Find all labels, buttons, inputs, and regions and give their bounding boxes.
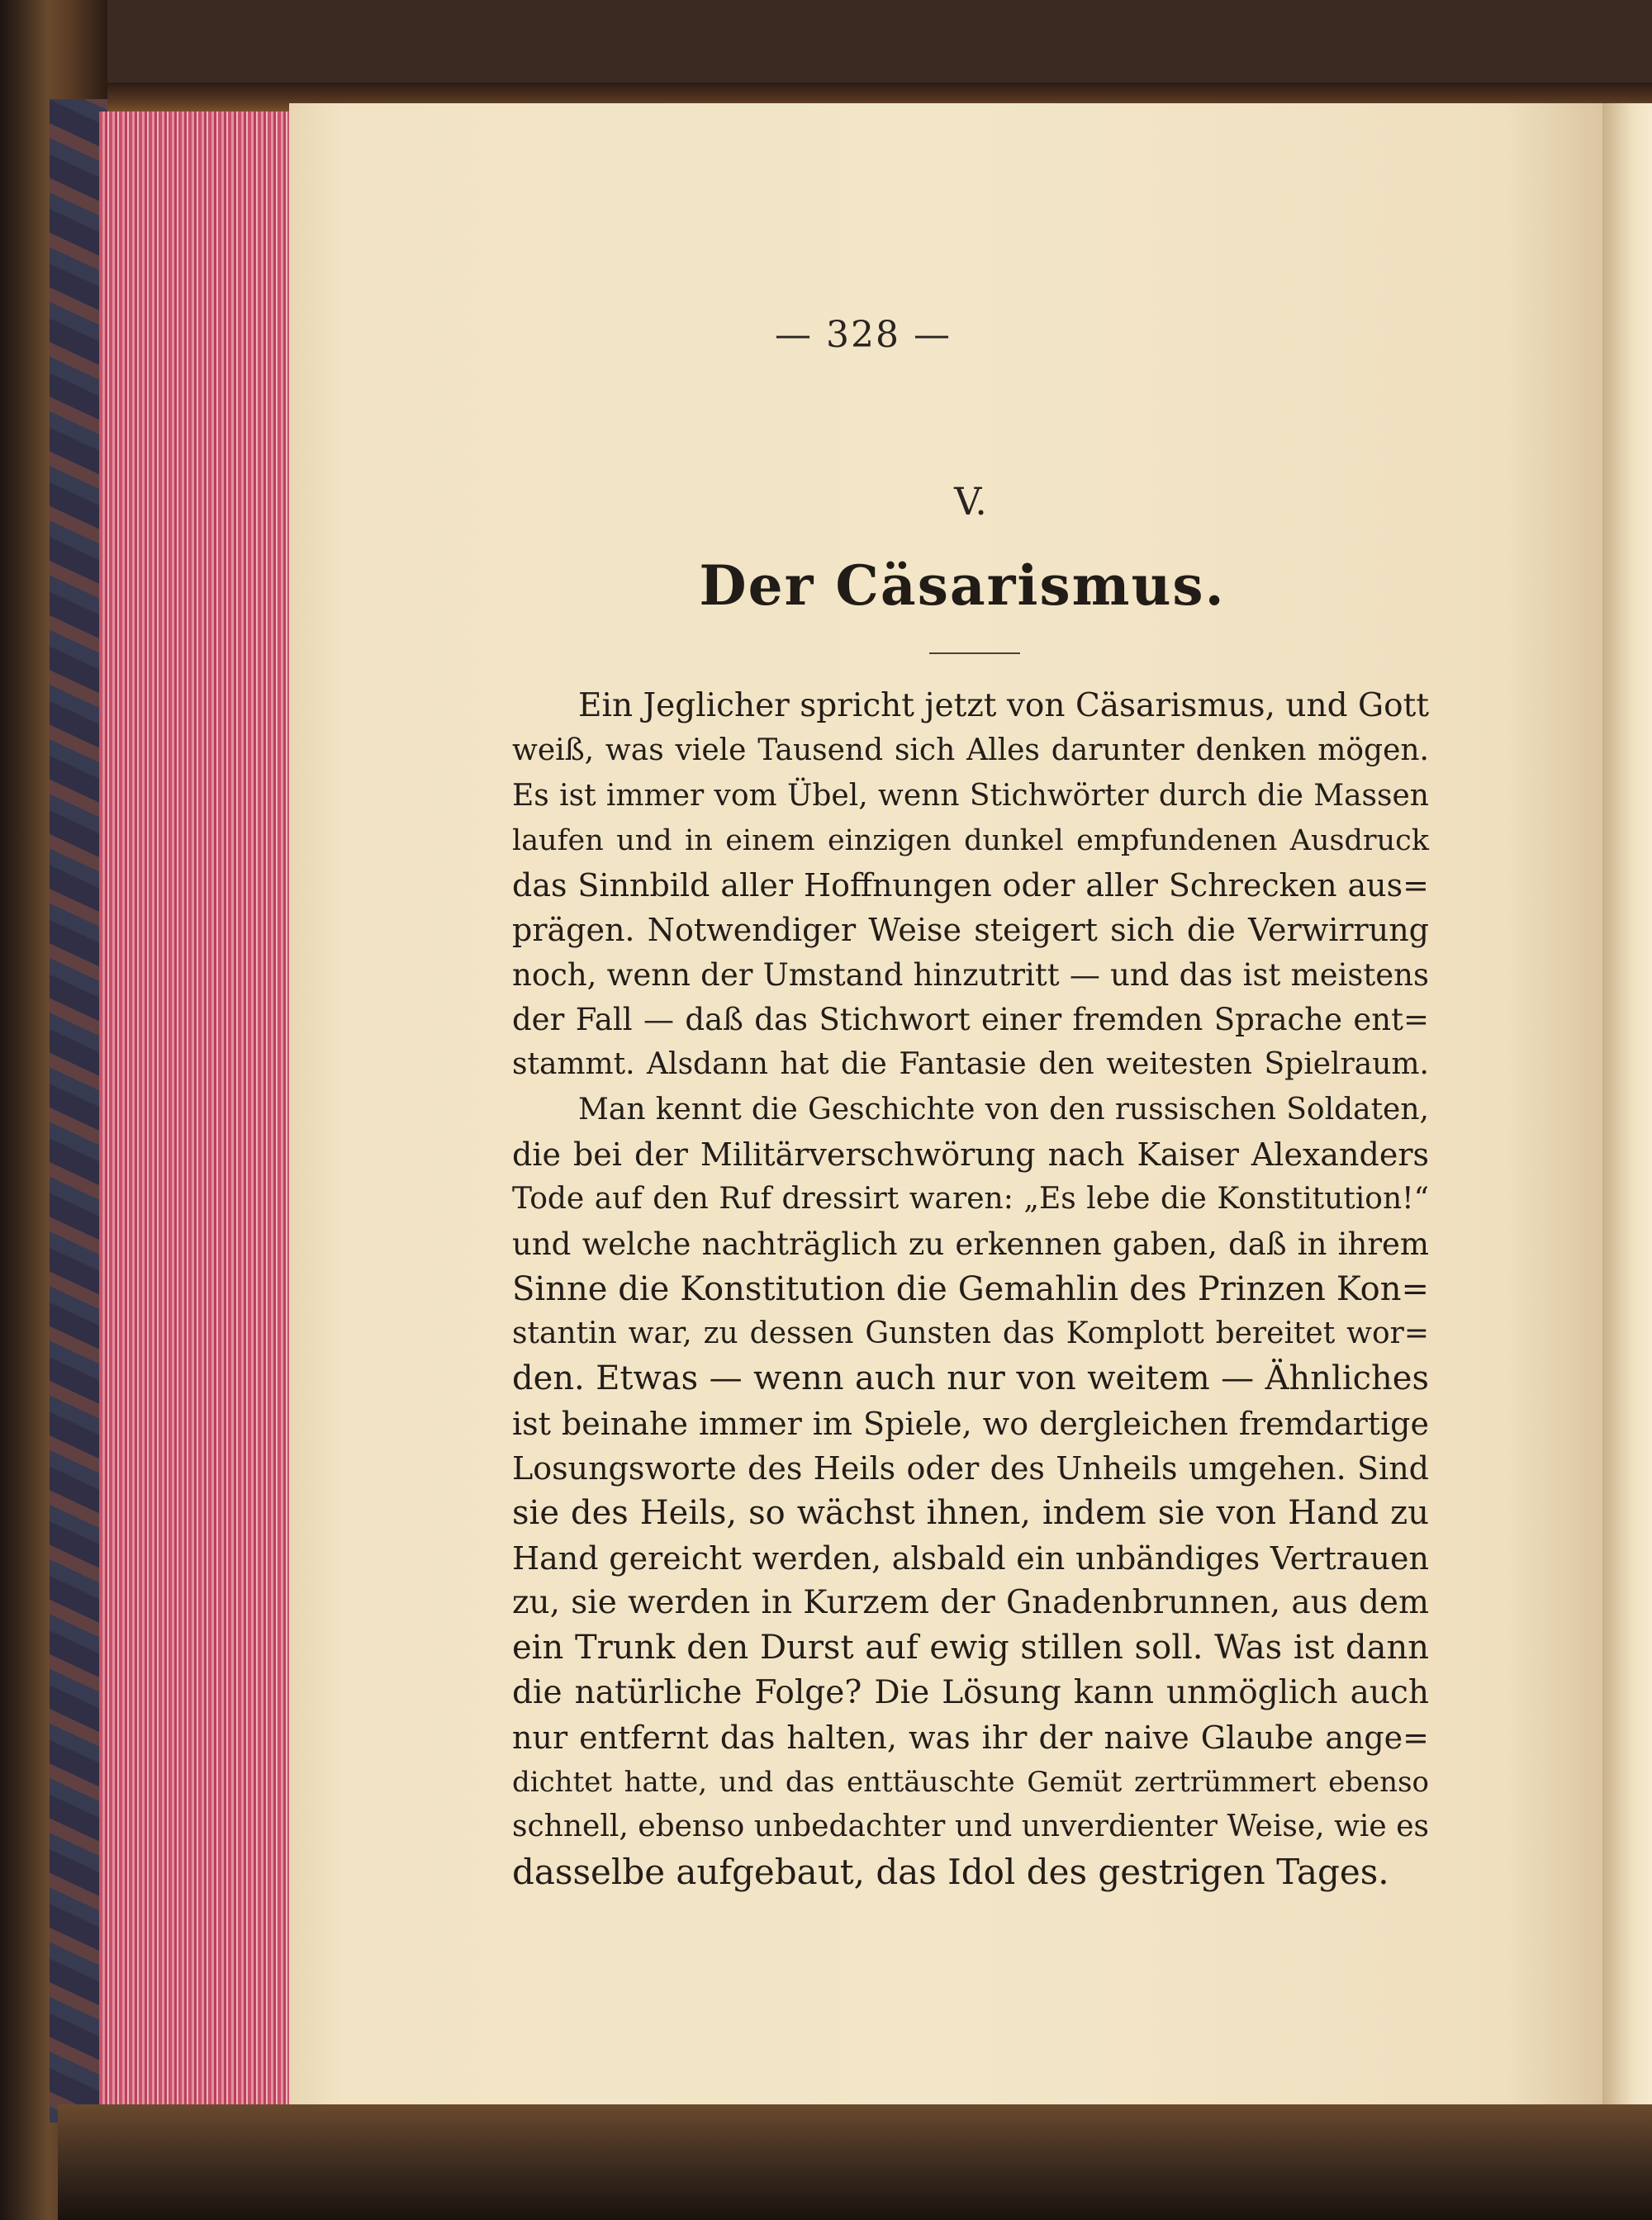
text-line: noch, wenn der Umstand hinzutritt — und das ist meistens <box>512 956 1429 993</box>
page-gutter <box>1602 103 1652 2118</box>
body-text <box>512 684 1429 1895</box>
page-number: — 328 — <box>775 314 952 356</box>
text-line: laufen und in einem einzigen dunkel empfundenen Ausdruck <box>512 823 1429 857</box>
title-divider-rule <box>929 652 1020 654</box>
text-line: zu, sie werden in Kurzem der Gnadenbrunnen, aus dem <box>512 1583 1429 1621</box>
chapter-numeral: V. <box>954 479 987 524</box>
text-line: weiß, was viele Tausend sich Alles darunter denken mögen. <box>512 733 1429 768</box>
red-page-edges <box>99 111 292 2127</box>
text-line: und welche nachträglich zu erkennen gaben, daß in ihrem <box>512 1226 1429 1262</box>
text-line: das Sinnbild aller Hoffnungen oder aller Schrecken aus= <box>512 867 1429 904</box>
text-line: die bei der Militärverschwörung nach Kaiser Alexanders <box>512 1136 1429 1173</box>
book-binding-bottom <box>58 2104 1652 2220</box>
text-line: Ein Jeglicher spricht jetzt von Cäsarismus, und Gott <box>578 687 1429 724</box>
text-line: schnell, ebenso unbedachter und unverdienter Weise, wie es <box>512 1810 1429 1844</box>
text-line: Tode auf den Ruf dressirt waren: „Es lebe die Konstitution!“ <box>512 1182 1429 1217</box>
text-line: Hand gereicht werden, alsbald ein unbändiges Vertrauen <box>512 1539 1429 1577</box>
text-line: Sinne die Konstitution die Gemahlin des Prinzen Kon= <box>512 1269 1429 1308</box>
text-line: Man kennt die Geschichte von den russischen Soldaten, <box>578 1092 1429 1127</box>
chapter-title: Der Cäsarismus. <box>699 553 1226 618</box>
text-line: die natürliche Folge? Die Lösung kann unmöglich auch <box>512 1673 1429 1711</box>
text-line: den. Etwas — wenn auch nur von weitem — Ähnliches <box>512 1359 1429 1398</box>
text-line: der Fall — daß das Stichwort einer fremden Sprache ent= <box>512 1002 1429 1038</box>
text-line: nur entfernt das halten, was ihr der naive Glaube ange= <box>512 1719 1429 1756</box>
text-line: ein Trunk den Durst auf ewig stillen soll. Was ist dann <box>512 1629 1429 1667</box>
text-line: prägen. Notwendiger Weise steigert sich die Verwirrung <box>512 912 1429 949</box>
text-line: Losungsworte des Heils oder des Unheils umgehen. Sind <box>512 1450 1429 1487</box>
text-line: stantin war, zu dessen Gunsten das Komplott bereitet wor= <box>512 1316 1429 1351</box>
text-line: sie des Heils, so wächst ihnen, indem sie von Hand zu <box>512 1494 1429 1533</box>
text-line: Es ist immer vom Übel, wenn Stichwörter durch die Massen <box>512 778 1429 813</box>
text-line: stammt. Alsdann hat die Fantasie den weitesten Spielraum. <box>512 1047 1429 1082</box>
text-line: dichtet hatte, und das enttäuschte Gemüt zertrümmert ebenso <box>512 1766 1429 1800</box>
text-line: ist beinahe immer im Spiele, wo dergleichen fremdartige <box>512 1405 1429 1442</box>
text-line: dasselbe aufgebaut, das Idol des gestrigen Tages. <box>512 1851 1389 1892</box>
